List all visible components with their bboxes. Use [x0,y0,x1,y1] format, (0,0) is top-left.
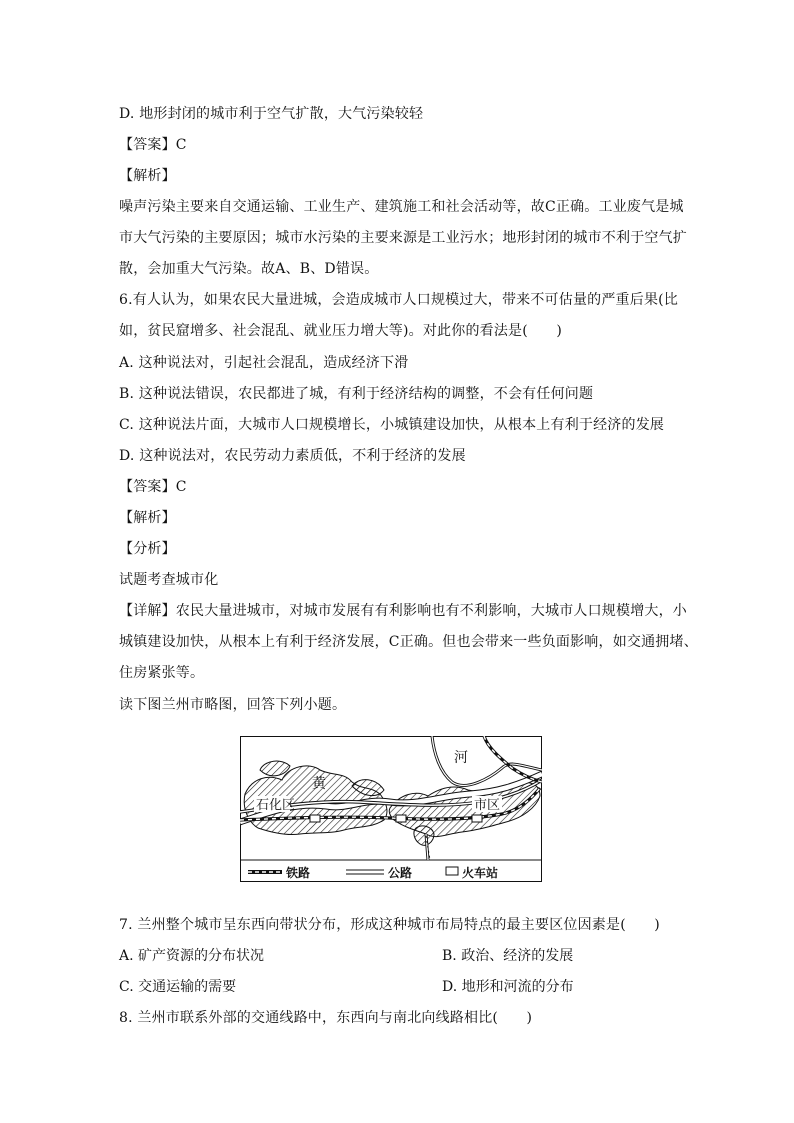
q6-fenxi-text: 试题考查城市化 [119,572,219,588]
q5-analysis-line-2: 市大气污染的主要原因；城市水污染的主要来源是工业污水；地形封闭的城市不利于空气扩 [119,230,687,246]
q7-option-b: B. 政治、经济的发展 [442,948,574,964]
q7-option-a: A. 矿产资源的分布状况 [119,948,265,964]
station-west [310,815,320,822]
legend-railway-label: 铁路 [286,866,311,880]
q6-stem-line-2: 如，贫民窟增多、社会混乱、就业压力增大等)。对此你的看法是( ) [119,323,562,339]
lanzhou-map-svg [240,736,542,882]
q6-option-d: D. 这种说法对，农民劳动力素质低，不利于经济的发展 [119,448,466,464]
station-east [472,815,482,822]
q5-option-d: D. 地形封闭的城市利于空气扩散，大气污染较轻 [119,106,424,122]
q5-answer: 【答案】C [119,137,187,153]
q6-option-b: B. 这种说法错误，农民都进了城，有利于经济结构的调整，不会有任何问题 [119,386,594,402]
q8-stem: 8. 兰州市联系外部的交通线路中，东西向与南北向线路相比( ) [119,1010,533,1026]
q6-detail-line-3: 住房紧张等。 [119,665,205,681]
label-he: 河 [454,750,468,766]
q5-analysis-line-1: 噪声污染主要来自交通运输、工业生产、建筑施工和社会活动等，故C正确。工业废气是城 [119,199,684,215]
label-huang: 黄 [312,776,326,792]
label-shihua: 石化区 [256,798,296,813]
legend-station-label: 火车站 [462,866,499,880]
lanzhou-map [240,736,542,882]
q7-option-c: C. 交通运输的需要 [119,979,237,995]
q6-option-a: A. 这种说法对，引起社会混乱，造成经济下滑 [119,355,409,371]
q5-analysis-line-3: 散，会加重大气污染。故A、B、D错误。 [119,261,379,277]
q5-analysis-heading: 【解析】 [119,168,176,184]
q6-detail-line-1: 【详解】农民大量进城市，对城市发展有有利影响也有不利影响，大城市人口规模增大，小 [119,603,687,619]
q6-fenxi-heading: 【分析】 [119,541,176,557]
q7-stem: 7. 兰州整个城市呈东西向带状分布，形成这种城市布局特点的最主要区位因素是( ) [119,917,660,933]
q6-answer: 【答案】C [119,479,187,495]
q7-option-d: D. 地形和河流的分布 [442,979,574,995]
q6-stem-line-1: 6.有人认为，如果农民大量进城，会造成城市人口规模过大，带来不可估量的严重后果(比 [119,292,679,308]
q6-option-c: C. 这种说法片面，大城市人口规模增长，小城镇建设加快，从根本上有利于经济的发展 [119,417,665,433]
map-intro: 读下图兰州市略图，回答下列小题。 [119,697,347,713]
legend-station-symbol [446,867,458,875]
q6-analysis-heading: 【解析】 [119,510,176,526]
legend-road-label: 公路 [388,866,413,880]
q6-detail-line-2: 城镇建设加快，从根本上有利于经济发展，C正确。但也会带来一些负面影响，如交通拥堵、 [119,634,698,650]
label-shiqu: 市区 [474,798,501,813]
station-center [396,815,406,822]
